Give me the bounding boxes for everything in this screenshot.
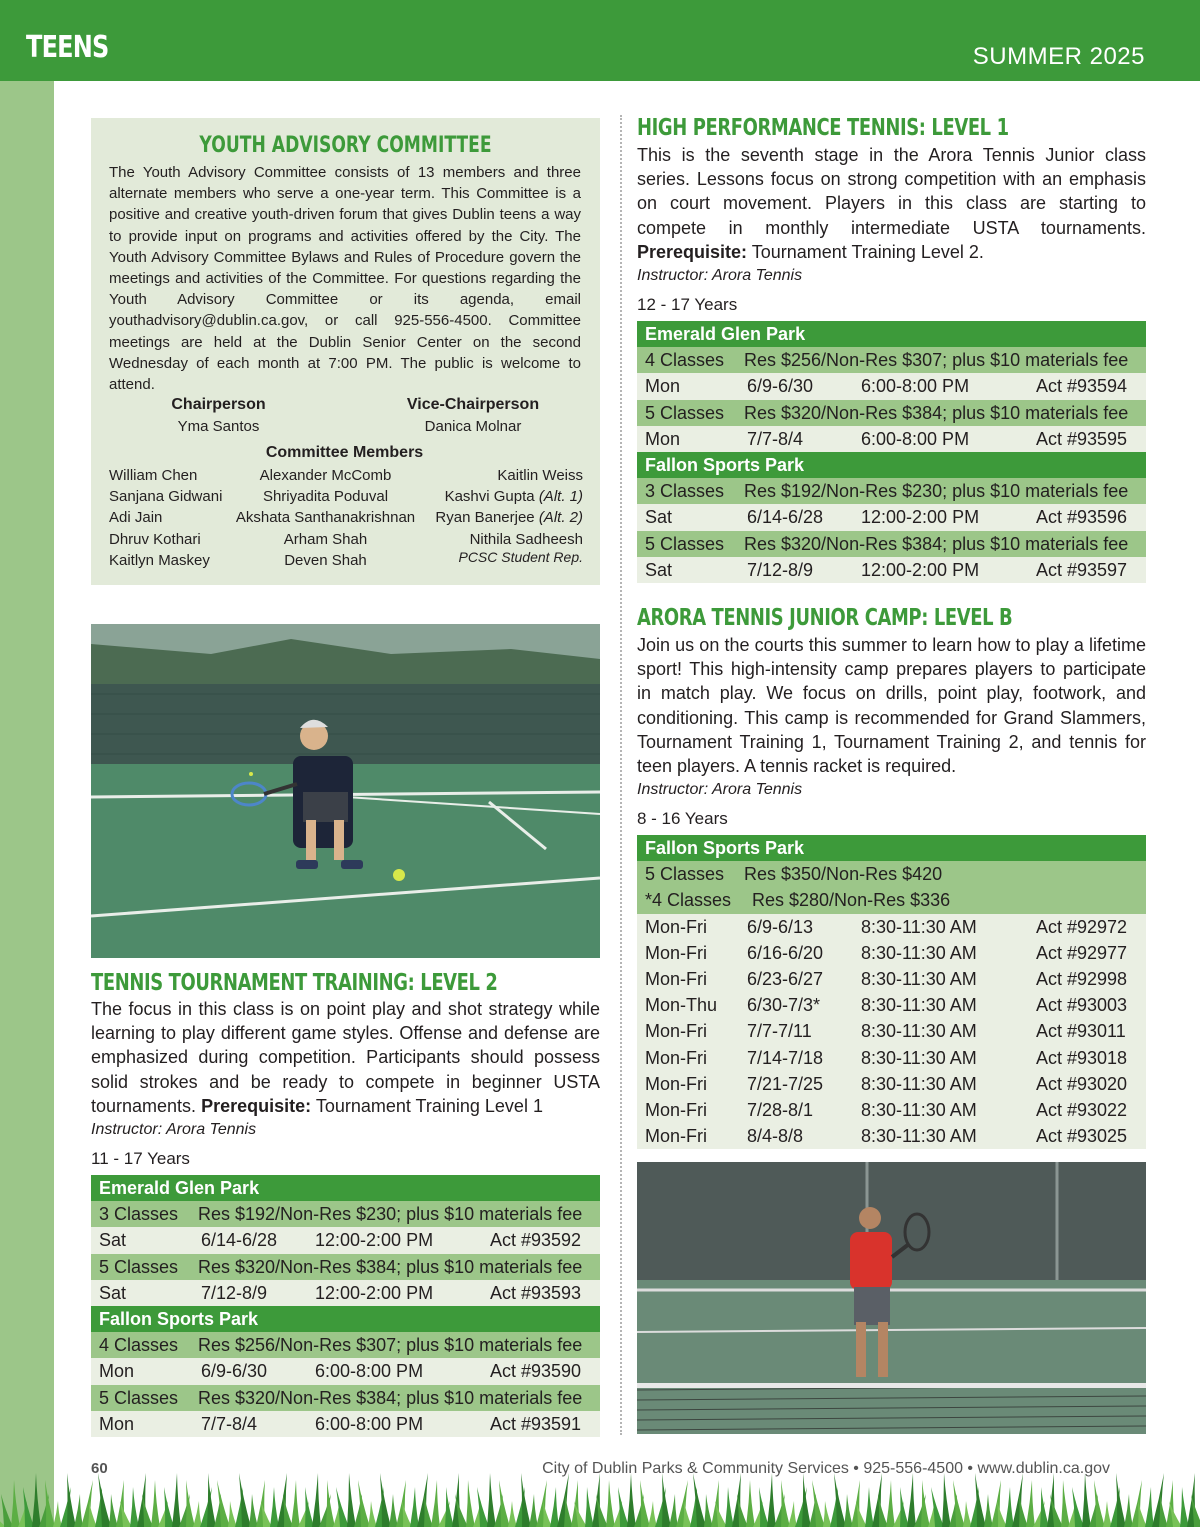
session-time: 8:30-11:30 AM [861, 1099, 977, 1120]
footer-contact: City of Dublin Parks & Community Services • 925-556-4500 • www.dublin.ca.gov [542, 1460, 1110, 1477]
classes-count: 5 Classes [99, 1256, 179, 1277]
activity-number: Act #93025 [1036, 1126, 1128, 1147]
session-row [91, 1280, 600, 1306]
price-text: Res $350/Non-Res $420 [744, 864, 943, 885]
session-row [637, 1018, 1146, 1044]
camp-location-row [637, 835, 1146, 861]
student-rep-label: PCSC Student Rep. [458, 548, 583, 565]
tournament-ages: 11 - 17 Years [91, 1149, 190, 1168]
session-row [91, 1227, 600, 1253]
price-row [91, 1254, 600, 1280]
tennis-photo-teen [637, 1162, 1146, 1434]
camp-price-row [637, 887, 1146, 913]
activity-number: Act #93596 [1036, 507, 1128, 528]
session-time: 6:00-8:00 PM [861, 376, 970, 397]
price-text: Res $192/Non-Res $230; plus $10 materials fee [744, 481, 1129, 502]
location-row [637, 321, 1146, 347]
session-time: 8:30-11:30 AM [861, 1073, 977, 1094]
location-row [91, 1175, 600, 1201]
tournament-title: TENNIS TOURNAMENT TRAINING: LEVEL 2 [91, 970, 498, 996]
members-column-3 [435, 465, 583, 565]
member-name: Akshata Santhanakrishnan [235, 509, 416, 527]
session-day: Mon-Fri [645, 942, 707, 963]
activity-number: Act #93592 [490, 1230, 582, 1251]
session-dates: 6/14-6/28 [201, 1230, 278, 1251]
header-bar [0, 0, 1200, 81]
vice-chair-name: Danica Molnar [424, 418, 522, 435]
session-dates: 6/16-6/20 [747, 942, 824, 963]
price-row [637, 347, 1146, 373]
session-dates: 7/12-8/9 [747, 559, 814, 580]
activity-number: Act #92998 [1036, 968, 1128, 989]
session-row [637, 557, 1146, 583]
session-dates: 6/9-6/13 [747, 916, 814, 937]
session-dates: 6/14-6/28 [747, 507, 824, 528]
tournament-schedule-table [91, 1175, 600, 1437]
session-row [637, 992, 1146, 1018]
chair-label: Chairperson [171, 396, 266, 413]
price-text: Res $320/Non-Res $384; plus $10 materials fee [198, 1256, 583, 1277]
session-dates: 7/7-8/4 [201, 1413, 258, 1434]
member-name: Nithila Sadheesh [469, 530, 583, 548]
session-row [637, 966, 1146, 992]
session-time: 6:00-8:00 PM [315, 1413, 424, 1434]
activity-number: Act #93595 [1036, 428, 1128, 449]
activity-number: Act #93594 [1036, 376, 1128, 397]
session-day: Sat [645, 559, 673, 580]
price-row [637, 531, 1146, 557]
session-day: Mon-Fri [645, 968, 707, 989]
session-day: Mon-Fri [645, 1021, 707, 1042]
price-text: Res $320/Non-Res $384; plus $10 materials fee [744, 533, 1129, 554]
session-row [637, 373, 1146, 399]
tennis-photo-boy [91, 624, 600, 958]
session-day: Sat [99, 1230, 127, 1251]
activity-number: Act #93020 [1036, 1073, 1128, 1094]
classes-count: 4 Classes [99, 1335, 179, 1356]
activity-number: Act #93022 [1036, 1099, 1128, 1120]
camp-ages: 8 - 16 Years [637, 809, 728, 828]
classes-count: 5 Classes [99, 1387, 179, 1408]
location-name: Fallon Sports Park [99, 1308, 259, 1329]
members-label: Committee Members [265, 444, 424, 461]
session-time: 12:00-2:00 PM [861, 507, 980, 528]
alternate-label: (Alt. 2) [538, 509, 583, 527]
session-day: Mon [99, 1361, 135, 1382]
classes-count: 4 Classes [645, 350, 725, 371]
section-label: TEENS [26, 30, 109, 65]
session-day: Sat [645, 507, 673, 528]
camp-description: Join us on the courts this summer to learn how to play a lifetime sport! This high-intensity camp prepares players to participate in match play. We focus on drills, point play, footwork, and conditioning. This camp is recommended for Grand Slammers, Tournament Training 1, Tournament Training 2, and tennis for teen players. A tennis racket is required. [637, 635, 1146, 777]
session-time: 8:30-11:30 AM [861, 1021, 977, 1042]
session-row [637, 914, 1146, 940]
session-day: Mon [645, 376, 681, 397]
classes-count: 5 Classes [645, 402, 725, 423]
location-name: Emerald Glen Park [99, 1178, 260, 1198]
session-row [637, 426, 1146, 452]
member-name: William Chen [109, 467, 198, 484]
price-row [91, 1385, 600, 1411]
member-name: Arham Shah [283, 530, 368, 548]
members-column-1 [109, 465, 222, 571]
session-dates: 6/9-6/30 [201, 1361, 268, 1382]
classes-count: *4 Classes [645, 890, 732, 911]
session-row [637, 1045, 1146, 1071]
activity-number: Act #93003 [1036, 995, 1128, 1016]
session-dates: 7/12-8/9 [201, 1282, 268, 1303]
advisory-body: The Youth Advisory Committee consists of 13 members and three alternate members who serve a one-year term. This Committee is a positive and creative youth-driven forum that gives Dublin teens a way to provide input on programs and activities offered by the City. The Youth Advisory Committee Bylaws and Rules of Procedure govern the meetings and activities of the Committee. For questions regarding the Youth Advisory Committee or its agenda, email youthadvisory@dublin.ca.gov, or call 925-556-4500. Committee meetings are held at the Dublin Senior Center on the second Wednesday of each month at 7:00 PM. The public is welcome to attend. [109, 164, 581, 394]
member-name: Kaitlin Weiss [497, 467, 583, 484]
session-dates: 8/4-8/8 [747, 1126, 804, 1147]
session-row [637, 1097, 1146, 1123]
activity-number: Act #93597 [1036, 559, 1128, 580]
alternate-label: (Alt. 1) [538, 488, 583, 506]
camp-price-row [637, 861, 1146, 887]
session-time: 6:00-8:00 PM [861, 428, 970, 449]
price-row [637, 478, 1146, 504]
session-time: 8:30-11:30 AM [861, 1126, 977, 1147]
session-day: Mon-Fri [645, 1047, 707, 1068]
session-row [637, 940, 1146, 966]
member-name: Sanjana Gidwani [109, 488, 223, 506]
session-time: 8:30-11:30 AM [861, 916, 977, 937]
classes-count: 3 Classes [645, 481, 725, 502]
session-dates: 7/7-8/4 [747, 428, 804, 449]
camp-schedule-table [637, 835, 1146, 1149]
member-name: Kashvi Gupta [444, 488, 535, 506]
member-name: Shriyadita Poduval [262, 488, 389, 506]
classes-count: 3 Classes [99, 1204, 179, 1225]
session-row [91, 1358, 600, 1384]
session-day: Mon-Fri [645, 916, 707, 937]
tournament-instructor: Instructor: Arora Tennis [91, 1121, 257, 1138]
session-time: 8:30-11:30 AM [861, 1047, 977, 1068]
activity-number: Act #92972 [1036, 916, 1128, 937]
session-time: 12:00-2:00 PM [315, 1282, 434, 1303]
column-divider [620, 115, 622, 1435]
session-day: Mon-Fri [645, 1099, 707, 1120]
highperf-schedule-table [637, 321, 1146, 583]
session-day: Mon-Fri [645, 1126, 707, 1147]
session-dates: 7/21-7/25 [747, 1073, 824, 1094]
highperf-instructor: Instructor: Arora Tennis [637, 267, 803, 284]
page-number: 60 [91, 1460, 108, 1477]
session-row [91, 1411, 600, 1437]
session-dates: 6/9-6/30 [747, 376, 814, 397]
member-name: Kaitlyn Maskey [109, 551, 210, 569]
price-row [91, 1332, 600, 1358]
grass-border [0, 1465, 1200, 1527]
session-row [637, 504, 1146, 530]
session-time: 8:30-11:30 AM [861, 942, 977, 963]
location-row [91, 1306, 600, 1332]
highperf-title: HIGH PERFORMANCE TENNIS: LEVEL 1 [637, 115, 1009, 141]
classes-count: 5 Classes [645, 533, 725, 554]
member-name: Deven Shah [284, 551, 367, 569]
vice-chair-label: Vice-Chairperson [406, 396, 540, 413]
session-dates: 7/28-8/1 [747, 1099, 814, 1120]
advisory-box [91, 118, 600, 585]
activity-number: Act #93018 [1036, 1047, 1128, 1068]
session-time: 8:30-11:30 AM [861, 995, 977, 1016]
members-column-2 [233, 465, 418, 571]
tournament-description: The focus in this class is on point play and shot strategy while learning to play different game styles. Offense and defense are emphasized during competition. Participants should possess solid strokes and be ready to compete in beginner USTA tournaments. Prerequisite: Tournament Training Level 1 [91, 999, 600, 1116]
activity-number: Act #93590 [490, 1361, 582, 1382]
session-day: Mon-Thu [645, 995, 718, 1016]
session-dates: 7/14-7/18 [747, 1047, 824, 1068]
session-time: 6:00-8:00 PM [315, 1361, 424, 1382]
price-text: Res $320/Non-Res $384; plus $10 materials fee [198, 1387, 583, 1408]
session-time: 8:30-11:30 AM [861, 968, 977, 989]
price-row [637, 400, 1146, 426]
price-text: Res $192/Non-Res $230; plus $10 materials fee [198, 1204, 583, 1225]
session-time: 12:00-2:00 PM [315, 1230, 434, 1251]
season-label: SUMMER 2025 [972, 43, 1145, 70]
location-name: Emerald Glen Park [645, 324, 806, 344]
session-day: Mon [645, 428, 681, 449]
session-row [637, 1071, 1146, 1097]
camp-instructor: Instructor: Arora Tennis [637, 781, 803, 798]
camp-title: ARORA TENNIS JUNIOR CAMP: LEVEL B [637, 605, 1013, 631]
camp-sessions [637, 914, 1146, 1150]
member-name: Alexander McComb [259, 467, 392, 484]
advisory-title: YOUTH ADVISORY COMMITTEE [199, 133, 492, 158]
member-name: Dhruv Kothari [109, 530, 201, 548]
session-dates: 7/7-7/11 [747, 1021, 812, 1042]
session-dates: 6/23-6/27 [747, 968, 824, 989]
location-name: Fallon Sports Park [645, 454, 805, 475]
classes-count: 5 Classes [645, 864, 725, 885]
activity-number: Act #93593 [490, 1282, 582, 1303]
location-name: Fallon Sports Park [645, 838, 805, 858]
price-text: Res $280/Non-Res $336 [752, 890, 951, 911]
session-time: 12:00-2:00 PM [861, 559, 980, 580]
activity-number: Act #92977 [1036, 942, 1128, 963]
session-day: Mon-Fri [645, 1073, 707, 1094]
session-day: Sat [99, 1282, 127, 1303]
chair-name: Yma Santos [177, 418, 260, 435]
price-text: Res $320/Non-Res $384; plus $10 materials fee [744, 402, 1129, 423]
member-name: Ryan Banerjee [435, 509, 535, 527]
member-name: Adi Jain [109, 509, 163, 527]
session-dates: 6/30-7/3* [747, 995, 821, 1016]
highperf-description: This is the seventh stage in the Arora Tennis Junior class series. Lessons focus on strong competition with an emphasis on court movement. Players in this class are starting to compete in monthly intermediate USTA tournaments. Prerequisite: Tournament Training Level 2. [637, 145, 1146, 262]
activity-number: Act #93591 [490, 1413, 582, 1434]
price-text: Res $256/Non-Res $307; plus $10 materials fee [198, 1335, 583, 1356]
price-row [91, 1201, 600, 1227]
activity-number: Act #93011 [1036, 1021, 1126, 1042]
highperf-ages: 12 - 17 Years [637, 295, 738, 314]
session-day: Mon [99, 1413, 135, 1434]
session-row [637, 1123, 1146, 1149]
location-row [637, 452, 1146, 478]
side-strip [0, 81, 54, 1527]
price-text: Res $256/Non-Res $307; plus $10 materials fee [744, 350, 1129, 371]
